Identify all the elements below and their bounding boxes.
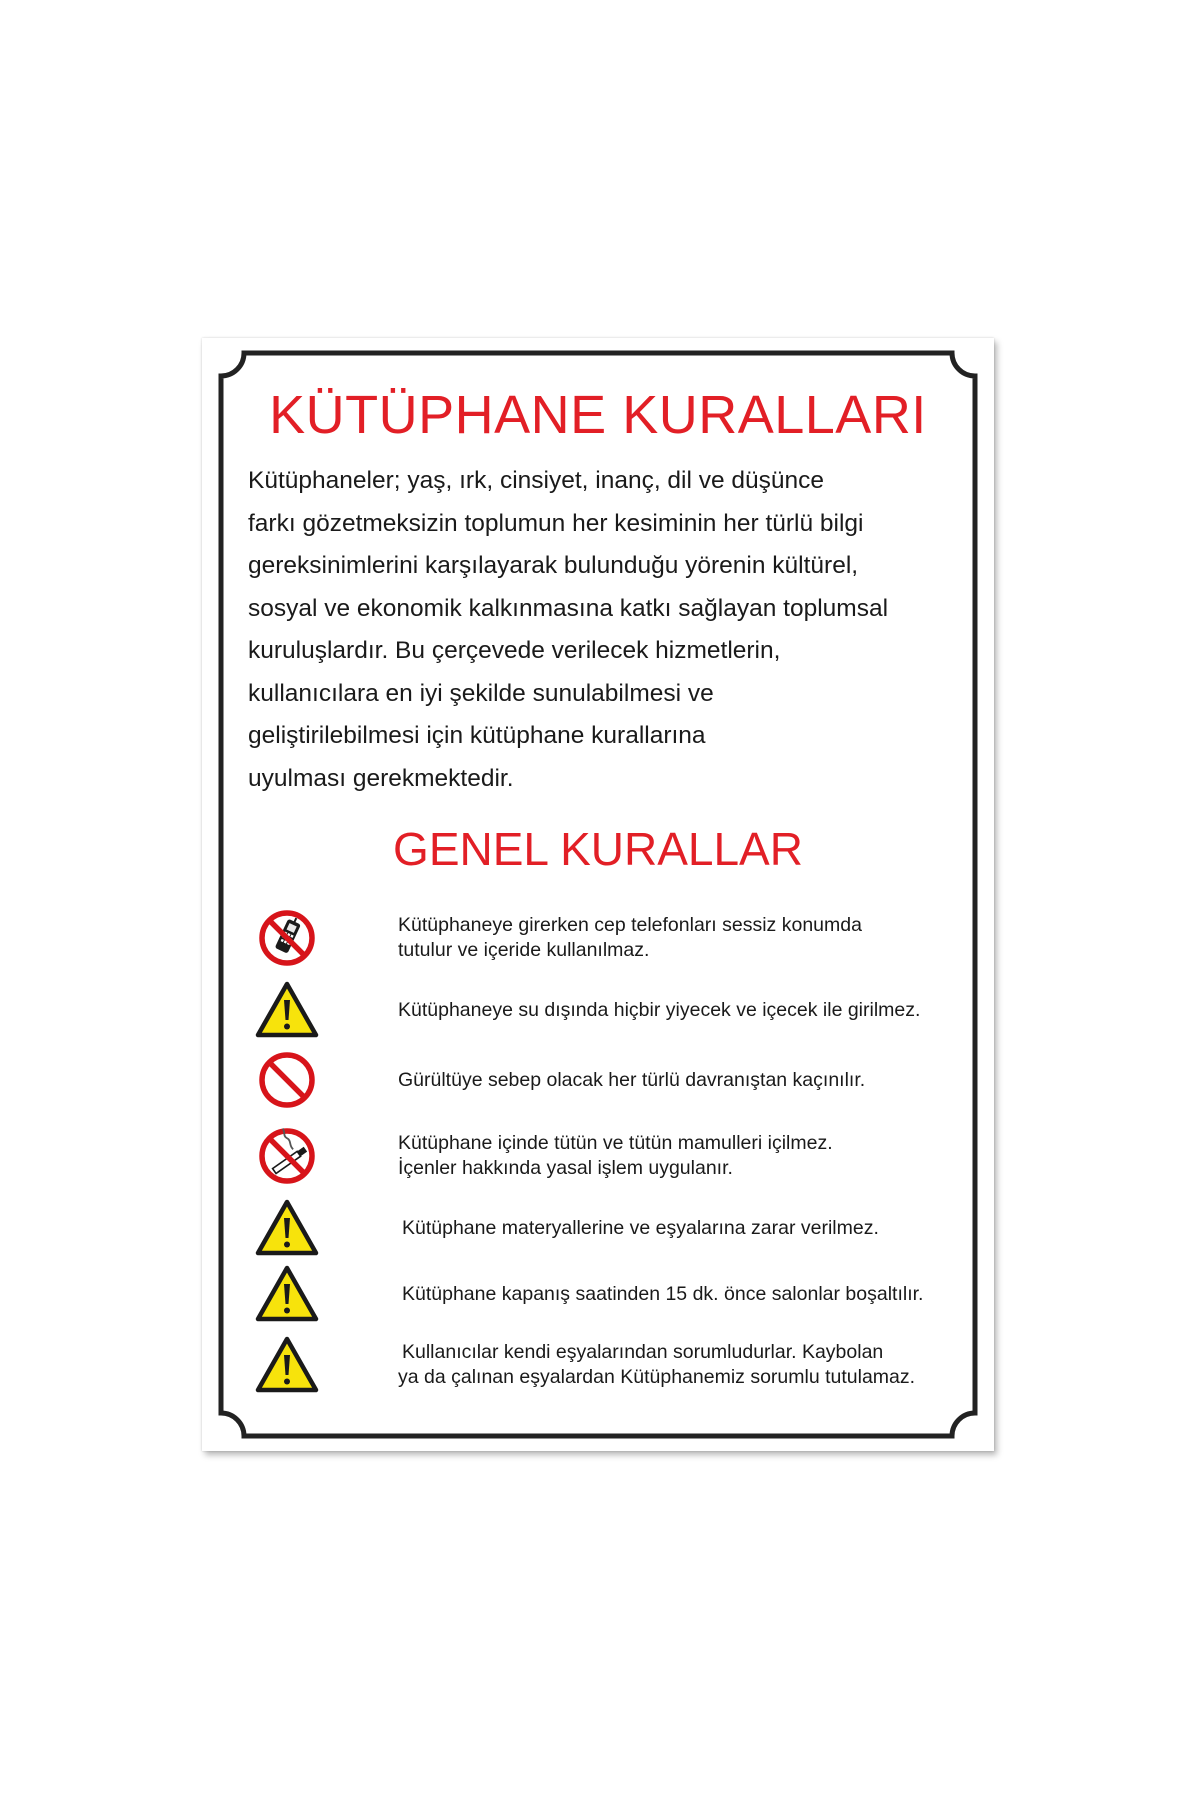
section-subtitle: GENEL KURALLAR (393, 823, 803, 875)
intro-paragraph (248, 460, 968, 800)
intro-line: Kütüphaneler; yaş, ırk, cinsiyet, inanç, dil ve düşünce (248, 467, 825, 494)
warning-icon (252, 1333, 322, 1397)
rule-item-belongings (252, 1333, 952, 1397)
warning-icon (252, 978, 322, 1042)
intro-line: geliştirilebilmesi için kütüphane kurallarına (248, 722, 706, 749)
rule-item-smoking (252, 1124, 952, 1188)
no-phone-icon (252, 906, 322, 970)
intro-line: kuruluşlardır. Bu çerçevede verilecek hizmetlerin, (248, 637, 781, 664)
rule-item-food (252, 978, 952, 1042)
warning-icon (252, 1262, 322, 1326)
rule-line: Kütüphane içinde tütün ve tütün mamulleri içilmez. (398, 1132, 833, 1154)
rule-item-noise (252, 1048, 952, 1112)
prohibited-icon (252, 1048, 322, 1112)
rule-text (398, 913, 862, 963)
rule-line: ya da çalınan eşyalardan Kütüphanemiz sorumlu tutulamaz. (398, 1366, 916, 1388)
rule-line: Kütüphane materyallerine ve eşyalarına zarar verilmez. (402, 1216, 879, 1239)
rule-text (402, 1282, 923, 1307)
rule-item-materials (252, 1196, 952, 1260)
rule-line: Kütüphaneye su dışında hiçbir yiyecek ve içecek ile girilmez. (398, 998, 921, 1021)
rule-line: Kütüphaneye girerken cep telefonları sessiz konumda (398, 914, 862, 936)
rule-line: Gürültüye sebep olacak her türlü davranıştan kaçınılır. (398, 1068, 866, 1091)
rule-text (398, 1340, 915, 1390)
rule-text (398, 1131, 833, 1181)
rule-line: Kullanıcılar kendi eşyalarından sorumludurlar. Kaybolan (402, 1341, 884, 1363)
rule-text (402, 1216, 879, 1241)
intro-line: kullanıcılara en iyi şekilde sunulabilmesi ve (248, 679, 714, 707)
rule-item-phones (252, 906, 952, 970)
rule-text (398, 998, 920, 1023)
warning-icon (252, 1196, 322, 1260)
rule-line: Kütüphane kapanış saatinden 15 dk. önce salonlar boşaltılır. (402, 1282, 924, 1305)
sign-title: KÜTÜPHANE KURALLARI (269, 385, 927, 445)
rule-item-closing (252, 1262, 952, 1326)
intro-line: gereksinimlerini karşılayarak bulunduğu yörenin kültürel, (248, 552, 859, 579)
library-rules-sign (202, 338, 994, 1451)
rule-text (398, 1068, 865, 1093)
intro-line: uyulması gerekmektedir. (248, 764, 514, 792)
intro-line: sosyal ve ekonomik kalkınmasına katkı sağlayan toplumsal (248, 594, 889, 622)
intro-line: farkı gözetmeksizin toplumun her kesiminin her türlü bilgi (248, 509, 864, 537)
rule-line: tutulur ve içeride kullanılmaz. (398, 939, 650, 961)
rule-line: İçenler hakkında yasal işlem uygulanır. (398, 1157, 733, 1179)
no-smoking-icon (252, 1124, 322, 1188)
